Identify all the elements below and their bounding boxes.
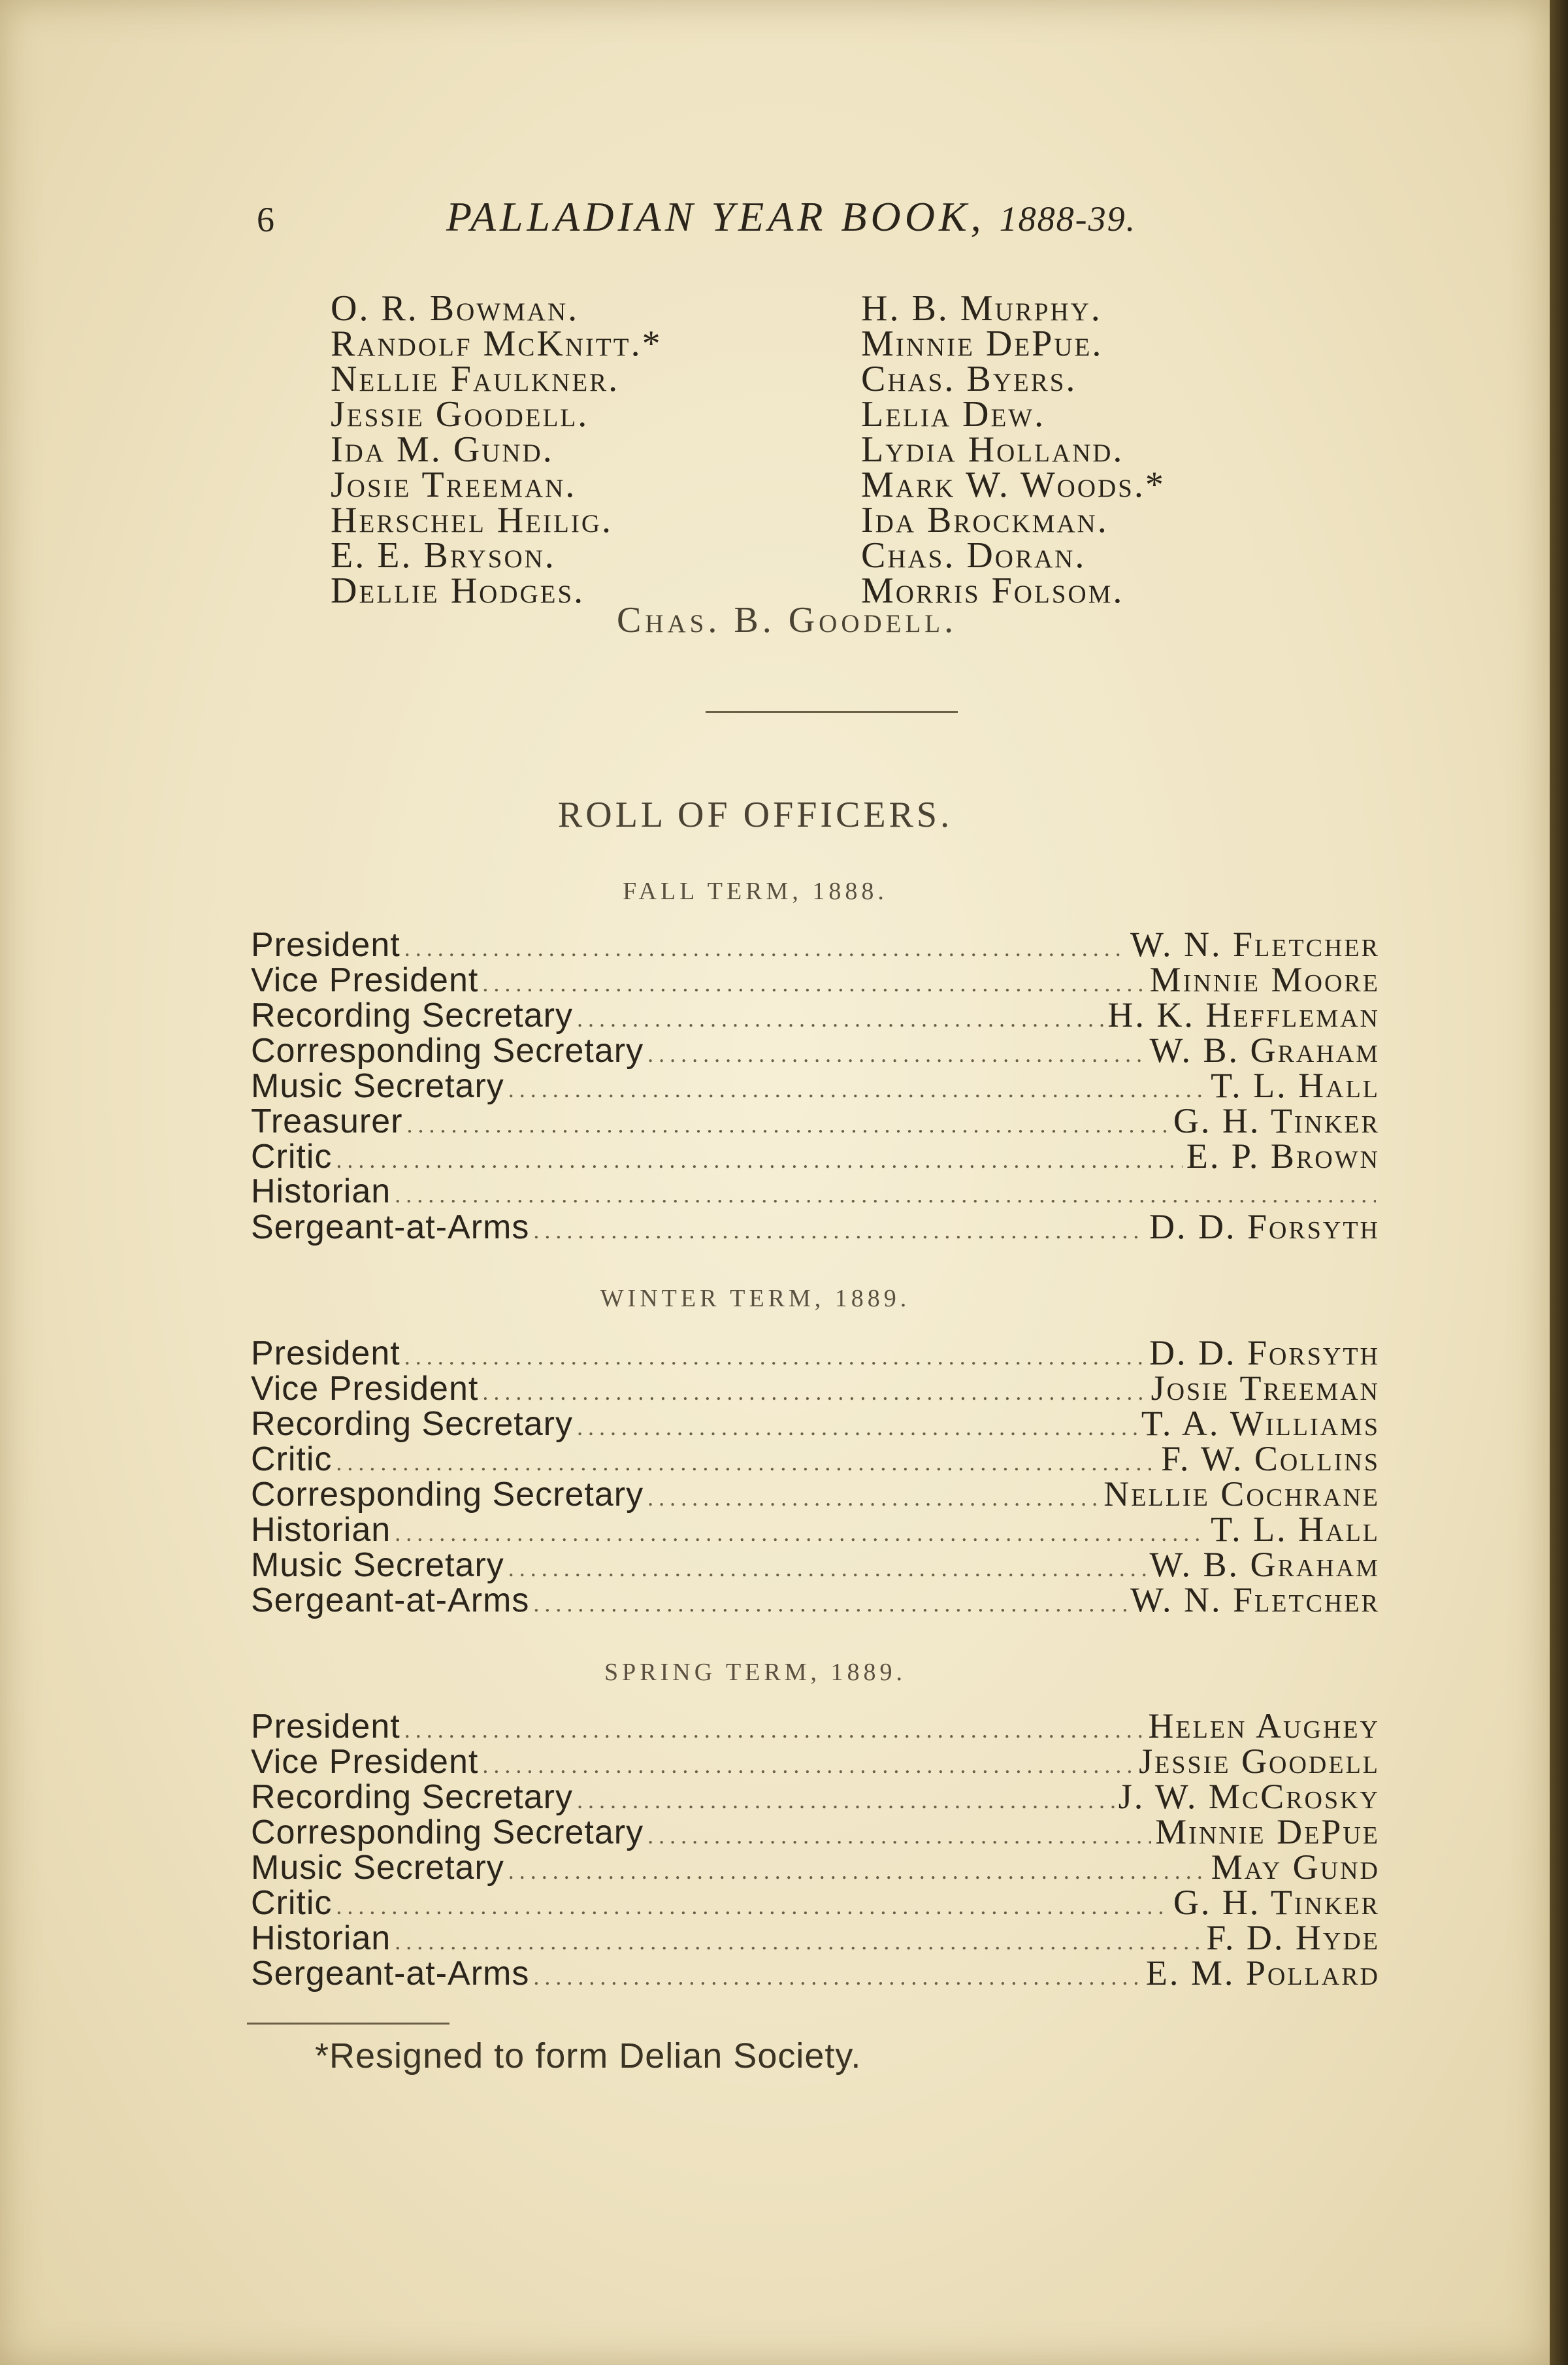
- officer-name: Josie Treeman: [1151, 1368, 1380, 1408]
- footnote: *Resigned to form Delian Society.: [315, 2036, 862, 2076]
- dot-leader: [533, 1959, 1141, 1994]
- office-title: Critic: [251, 1440, 333, 1478]
- office-title: Treasurer: [251, 1102, 403, 1140]
- member-name: Ida Brockman.: [861, 500, 1109, 540]
- office-title: Sergeant-at-Arms: [251, 1208, 530, 1246]
- dot-leader: [336, 1889, 1169, 1924]
- officer-row: [251, 1033, 1380, 1068]
- office-title: Critic: [251, 1138, 333, 1176]
- member-list-left: [331, 288, 662, 611]
- office-title: Music Secretary: [251, 1546, 504, 1584]
- officer-name: T. A. Williams: [1141, 1404, 1380, 1443]
- dot-leader: [577, 1001, 1103, 1036]
- footnote-rule: [247, 2023, 449, 2025]
- officer-name: Minnie Moore: [1149, 960, 1380, 999]
- dot-leader: [533, 1213, 1145, 1248]
- office-title: Historian: [251, 1172, 391, 1210]
- member-name: Jessie Goodell.: [331, 394, 589, 435]
- officer-name: Helen Aughey: [1148, 1706, 1380, 1745]
- dot-leader: [482, 1747, 1135, 1783]
- officer-row: [251, 927, 1380, 962]
- officer-list-fall: [251, 927, 1380, 1244]
- officer-row: [251, 1174, 1380, 1209]
- dot-leader: [577, 1783, 1115, 1818]
- officer-row: [251, 1209, 1380, 1244]
- officer-name: W. N. Fletcher: [1130, 925, 1380, 964]
- dot-leader: [508, 1551, 1146, 1586]
- officer-row: [251, 1441, 1380, 1476]
- officer-name: W. B. Graham: [1149, 1031, 1380, 1070]
- office-title: Recording Secretary: [251, 1778, 573, 1816]
- officer-name: T. L. Hall: [1211, 1510, 1380, 1549]
- office-title: Sergeant-at-Arms: [251, 1955, 530, 1993]
- member-name: Herschel Heilig.: [331, 500, 613, 540]
- dot-leader: [647, 1480, 1100, 1515]
- running-title-years: 1888-39.: [999, 199, 1137, 239]
- officer-name: E. M. Pollard: [1145, 1953, 1380, 1993]
- section-divider: [706, 711, 958, 713]
- dot-leader: [577, 1410, 1137, 1445]
- officer-row: [251, 1920, 1380, 1955]
- office-title: Vice President: [251, 1743, 479, 1781]
- dot-leader: [406, 1107, 1169, 1142]
- officer-row: [251, 962, 1380, 997]
- member-list-right: [861, 288, 1166, 611]
- dot-leader: [482, 1374, 1147, 1410]
- office-title: President: [251, 926, 400, 964]
- office-title: President: [251, 1708, 400, 1745]
- office-title: Historian: [251, 1511, 391, 1549]
- office-title: Music Secretary: [251, 1849, 504, 1887]
- officer-row: [251, 1849, 1380, 1885]
- member-name: Lelia Dew.: [861, 394, 1046, 435]
- member-name: O. R. Bowman.: [331, 288, 580, 329]
- officer-row: [251, 1955, 1380, 1991]
- officer-row: [251, 1582, 1380, 1617]
- officer-row: [251, 1708, 1380, 1744]
- officer-row: [251, 1476, 1380, 1512]
- office-title: Vice President: [251, 1370, 479, 1408]
- office-title: Music Secretary: [251, 1067, 504, 1105]
- office-title: Historian: [251, 1919, 391, 1957]
- officer-list-spring: [251, 1708, 1380, 1991]
- officer-name: G. H. Tinker: [1173, 1101, 1380, 1140]
- dot-leader: [404, 1339, 1145, 1374]
- officer-list-winter: [251, 1335, 1380, 1617]
- officer-row: [251, 997, 1380, 1033]
- office-title: Vice President: [251, 961, 479, 999]
- member-name: H. B. Murphy.: [861, 288, 1102, 329]
- office-title: Corresponding Secretary: [251, 1476, 644, 1513]
- officer-row: [251, 1138, 1380, 1174]
- dot-leader: [404, 1712, 1145, 1747]
- officer-row: [251, 1512, 1380, 1547]
- roll-of-officers-heading: ROLL OF OFFICERS.: [557, 795, 953, 835]
- member-name: Minnie DePue.: [861, 323, 1103, 364]
- officer-name: J. W. McCrosky: [1118, 1777, 1380, 1816]
- officer-name: T. L. Hall: [1211, 1066, 1380, 1105]
- page-edge: [1550, 0, 1568, 2365]
- running-title: [446, 193, 1136, 241]
- dot-leader: [336, 1142, 1182, 1178]
- term-heading-spring: SPRING TERM, 1889.: [604, 1659, 907, 1686]
- member-name: E. E. Bryson.: [331, 535, 556, 576]
- office-title: Sergeant-at-Arms: [251, 1581, 530, 1619]
- member-name: Randolf McKnitt.*: [331, 323, 662, 364]
- officer-row: [251, 1547, 1380, 1582]
- member-name: Morris Folsom.: [861, 571, 1124, 611]
- member-name: Chas. Byers.: [861, 359, 1077, 399]
- office-title: Corresponding Secretary: [251, 1813, 644, 1851]
- office-title: Corresponding Secretary: [251, 1032, 644, 1070]
- dot-leader: [533, 1586, 1126, 1621]
- dot-leader: [336, 1445, 1157, 1480]
- office-title: President: [251, 1334, 400, 1372]
- dot-leader: [508, 1853, 1207, 1889]
- dot-leader: [647, 1036, 1145, 1072]
- dot-leader: [647, 1818, 1151, 1853]
- officer-row: [251, 1406, 1380, 1441]
- term-heading-winter: WINTER TERM, 1889.: [600, 1285, 911, 1312]
- member-name: Lydia Holland.: [861, 429, 1124, 470]
- officer-row: [251, 1068, 1380, 1103]
- officer-name: D. D. Forsyth: [1149, 1333, 1380, 1372]
- officer-name: F. D. Hyde: [1206, 1918, 1380, 1957]
- office-title: Recording Secretary: [251, 997, 573, 1034]
- officer-row: [251, 1814, 1380, 1849]
- officer-row: [251, 1335, 1380, 1370]
- dot-leader: [482, 966, 1145, 1001]
- member-name: Dellie Hodges.: [331, 571, 585, 611]
- running-title-text: PALLADIAN YEAR BOOK,: [446, 193, 985, 240]
- office-title: Recording Secretary: [251, 1405, 573, 1443]
- officer-row: [251, 1103, 1380, 1138]
- officer-name: F. W. Collins: [1161, 1439, 1380, 1478]
- member-name: Josie Treeman.: [331, 465, 577, 505]
- member-name-last: Chas. B. Goodell.: [617, 600, 958, 640]
- dot-leader: [508, 1072, 1207, 1107]
- member-name: Mark W. Woods.*: [861, 465, 1166, 505]
- officer-row: [251, 1370, 1380, 1406]
- officer-name: H. K. Heffleman: [1107, 995, 1380, 1034]
- office-title: Critic: [251, 1884, 333, 1922]
- dot-leader: [404, 931, 1126, 966]
- officer-name: G. H. Tinker: [1173, 1883, 1380, 1922]
- officer-name: W. N. Fletcher: [1130, 1580, 1380, 1619]
- dot-leader: [395, 1924, 1202, 1959]
- officer-name: May Gund: [1211, 1847, 1380, 1887]
- member-name: Ida M. Gund.: [331, 429, 554, 470]
- officer-name: Jessie Goodell: [1139, 1742, 1380, 1781]
- member-name: Nellie Faulkner.: [331, 359, 620, 399]
- officer-row: [251, 1885, 1380, 1920]
- dot-leader: [395, 1515, 1207, 1551]
- page-header: [0, 193, 1550, 252]
- officer-name: W. B. Graham: [1149, 1545, 1380, 1584]
- officer-row: [251, 1779, 1380, 1814]
- page-number: 6: [257, 200, 274, 239]
- term-heading-fall: FALL TERM, 1888.: [623, 878, 888, 905]
- officer-name: Minnie DePue: [1155, 1812, 1380, 1851]
- officer-row: [251, 1744, 1380, 1779]
- member-name: Chas. Doran.: [861, 535, 1086, 576]
- officer-name: Nellie Cochrane: [1103, 1474, 1380, 1513]
- officer-name: D. D. Forsyth: [1149, 1207, 1380, 1246]
- officer-name: E. P. Brown: [1186, 1136, 1380, 1176]
